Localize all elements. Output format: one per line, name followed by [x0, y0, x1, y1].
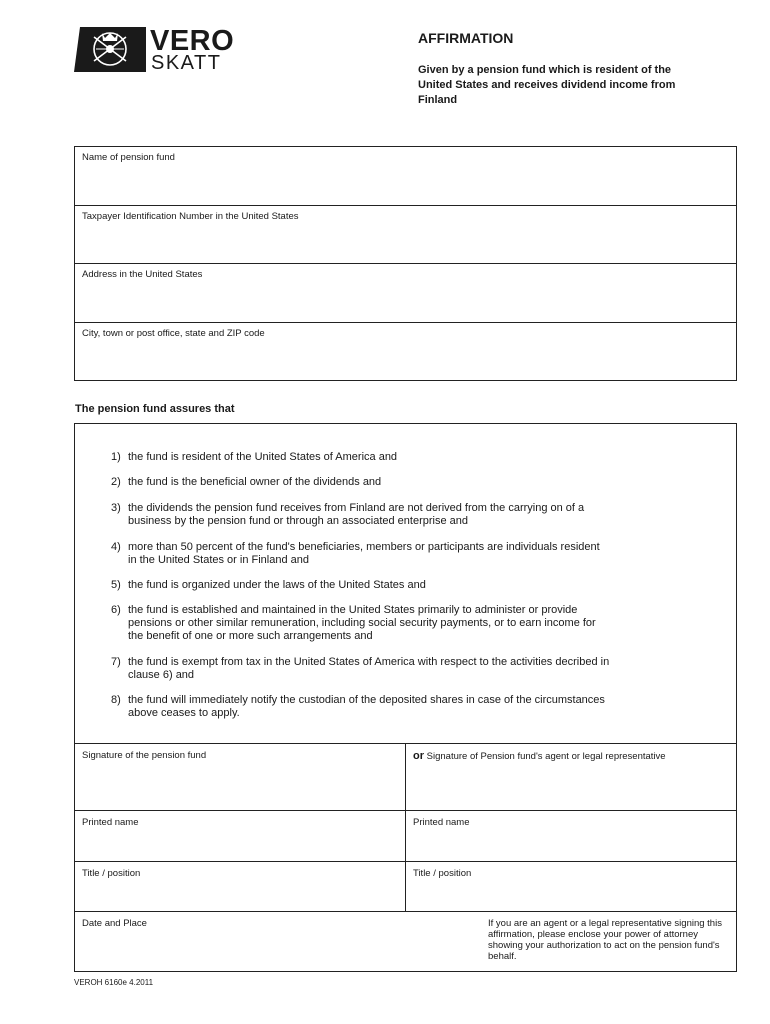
agent-signature-label [413, 750, 666, 762]
clause-text: the fund is established and maintained in the United States primarily to administer or provide pensions or other similar remuneration, including social security payments, or to earn income for the benefit of one or more such arrangements and [128, 604, 596, 642]
clause-text: the dividends the pension fund receives from Finland are not derived from the carrying on of a business by the pension fund or through an associated enterprise and [128, 502, 585, 527]
city-state-zip-label: City, town or post office, state and ZIP code [82, 328, 265, 339]
clause-number: 5) [111, 579, 121, 591]
fund-signature-field[interactable] [75, 744, 406, 811]
assurance-box [74, 423, 737, 972]
fund-name-row [75, 147, 736, 206]
fund-name-label: Name of pension fund [82, 152, 175, 163]
agent-printed-name-field[interactable] [406, 811, 736, 862]
clause-text: the fund is the beneficial owner of the dividends and [128, 476, 382, 488]
clause-item [111, 541, 611, 567]
clause-number: 7) [111, 656, 121, 668]
clause-number: 1) [111, 451, 121, 463]
clause-number: 8) [111, 694, 121, 706]
fund-printed-name-field[interactable] [75, 811, 406, 862]
logo-wordmark-top: VERO [150, 25, 235, 57]
clause-item [111, 476, 611, 489]
or-connector: or [413, 750, 424, 762]
address-label: Address in the United States [82, 269, 203, 280]
agent-signature-field[interactable] [406, 744, 736, 811]
clause-number: 6) [111, 604, 121, 616]
agent-signature-text: Signature of Pension fund's agent or legal representative [426, 751, 666, 762]
signature-section [75, 743, 736, 971]
clause-item [111, 604, 611, 643]
clause-item [111, 656, 611, 682]
form-code: VEROH 6160e 4.2011 [74, 978, 154, 987]
clause-item [111, 694, 611, 720]
agent-power-of-attorney-note: If you are an agent or a legal representative signing this affirmation, please enclose your power of attorney showing your authorization to act on the pension fund's behalf. [488, 918, 722, 962]
clause-item [111, 579, 611, 592]
agent-title-field[interactable] [406, 862, 736, 912]
fund-signature-label: Signature of the pension fund [82, 750, 207, 761]
fund-title-field[interactable] [75, 862, 406, 912]
clause-text: the fund is resident of the United States of America and [128, 451, 398, 463]
taxpayer-id-row [75, 206, 736, 264]
clause-text: the fund is exempt from tax in the United States of America with respect to the activities decribed in clause 6) and [128, 656, 610, 681]
address-row [75, 264, 736, 323]
fund-name-field[interactable] [79, 167, 732, 201]
clause-text: the fund is organized under the laws of the United States and [128, 579, 426, 591]
agent-title-label: Title / position [413, 868, 472, 879]
clause-item [111, 502, 611, 528]
address-field[interactable] [79, 284, 732, 318]
taxpayer-id-label: Taxpayer Identification Number in the United States [82, 211, 299, 222]
clause-text: more than 50 percent of the fund's beneficiaries, members or participants are individuals resident in the United States or in Finland and [128, 541, 600, 566]
taxpayer-id-field[interactable] [79, 226, 732, 259]
document-subtitle: Given by a pension fund which is resident of the United States and receives dividend income from Finland [418, 64, 676, 106]
vero-skatt-logo [74, 25, 235, 74]
fund-printed-name-label: Printed name [82, 817, 139, 828]
tax-administration-emblem-icon [74, 27, 146, 72]
clause-item [111, 451, 611, 464]
fund-title-label: Title / position [82, 868, 141, 879]
pension-fund-details-box [74, 146, 737, 381]
document-title: AFFIRMATION [418, 30, 514, 46]
city-state-zip-row [75, 323, 736, 380]
logo-wordmark-bottom: SKATT [151, 52, 222, 74]
clause-number: 2) [111, 476, 121, 488]
clause-number: 3) [111, 502, 121, 514]
agent-printed-name-label: Printed name [413, 817, 470, 828]
clause-text: the fund will immediately notify the custodian of the deposited shares in case of the circumstances above ceases to apply. [128, 694, 605, 719]
date-place-label: Date and Place [82, 918, 147, 929]
city-state-zip-field[interactable] [79, 343, 732, 376]
assurance-heading: The pension fund assures that [75, 403, 235, 415]
clause-number: 4) [111, 541, 121, 553]
